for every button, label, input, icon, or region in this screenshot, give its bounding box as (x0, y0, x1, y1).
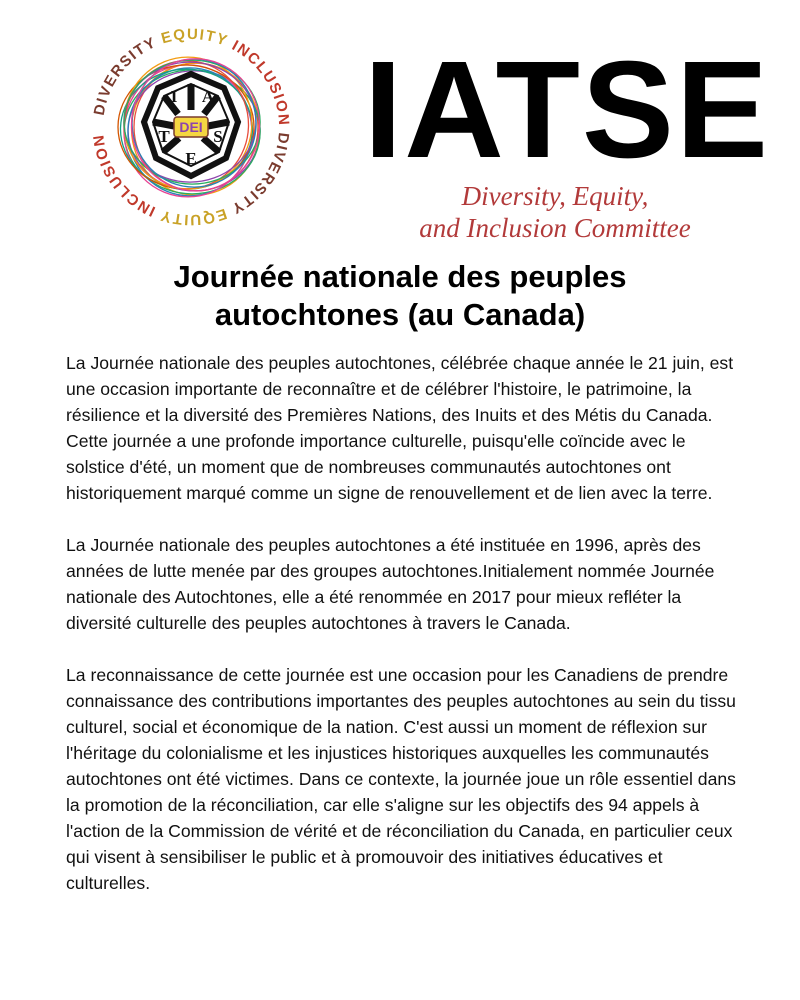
emblem-letter-e: E (185, 149, 197, 168)
brand-block (300, 33, 770, 244)
brand-subtitle-line2: and Inclusion Committee (419, 213, 691, 243)
document-body (66, 350, 746, 922)
emblem-letter-a: A (201, 87, 215, 106)
emblem-letter-s: S (213, 127, 223, 146)
document-title-line2: autochtones (au Canada) (214, 297, 586, 332)
brand-subtitle-line1: Diversity, Equity, (461, 181, 649, 211)
brand-title: IATSE (363, 33, 770, 187)
dei-logo (86, 22, 296, 232)
paragraph-1: La Journée nationale des peuples autochtones, célébrée chaque année le 21 juin, est une occasion importante de reconnaître et de célébrer l'histoire, le patrimoine, la résilience et la diversité des Premières Nations, des Inuits et des Métis du Canada. Cette journée a une profonde importance culturelle, puisqu'elle coïncide avec le solstice d'été, un moment que de nombreuses communautés autochtones ont historiquement marqué comme un signe de renouvellement et de lien avec la terre. (66, 353, 734, 503)
ring-word-inclusion-1: INCLUSION (229, 37, 293, 127)
ring-word-diversity-2: DIVERSITY (228, 131, 292, 218)
ring-word-equity-1: EQUITY (159, 25, 231, 50)
paragraph-3: La reconnaissance de cette journée est une occasion pour les Canadiens de prendre connaissance des contributions importantes des peuples autochtones au sein du tissu culturel, social et économique de la nation. C'est aussi un moment de réflexion sur l'héritage du colonialisme et les injustices historiques auxquelles les communautés autochtones ont été victimes. Dans ce contexte, la journée joue un rôle essentiel dans la promotion de la réconciliation, car elle s'aligne sur les objectifs des 94 appels à l'action de la Commission de vérité et de réconciliation du Canada, en particulier ceux qui visent à sensibiliser le public et à promouvoir des initiatives éducatives et culturelles. (66, 665, 736, 893)
paragraph-2: La Journée nationale des peuples autochtones a été instituée en 1996, après des années de lutte menée par des groupes autochtones.Initialement nommée Journée nationale des Autochtones, elle a été renommée en 2017 pour mieux refléter la diversité culturelle des peuples autochtones à travers le Canada. (66, 535, 715, 633)
iatse-emblem (144, 74, 238, 176)
document-title-line1: Journée nationale des peuples (173, 259, 627, 294)
ring-word-inclusion-2: INCLUSION (90, 132, 158, 220)
document-title (90, 258, 710, 334)
header (0, 0, 800, 250)
emblem-letter-t: T (158, 127, 170, 146)
dei-badge-text: DEI (179, 119, 203, 135)
emblem-letter-i: I (170, 87, 178, 106)
ring-word-diversity-1: DIVERSITY (90, 33, 160, 117)
ring-word-equity-2: EQUITY (158, 204, 229, 229)
